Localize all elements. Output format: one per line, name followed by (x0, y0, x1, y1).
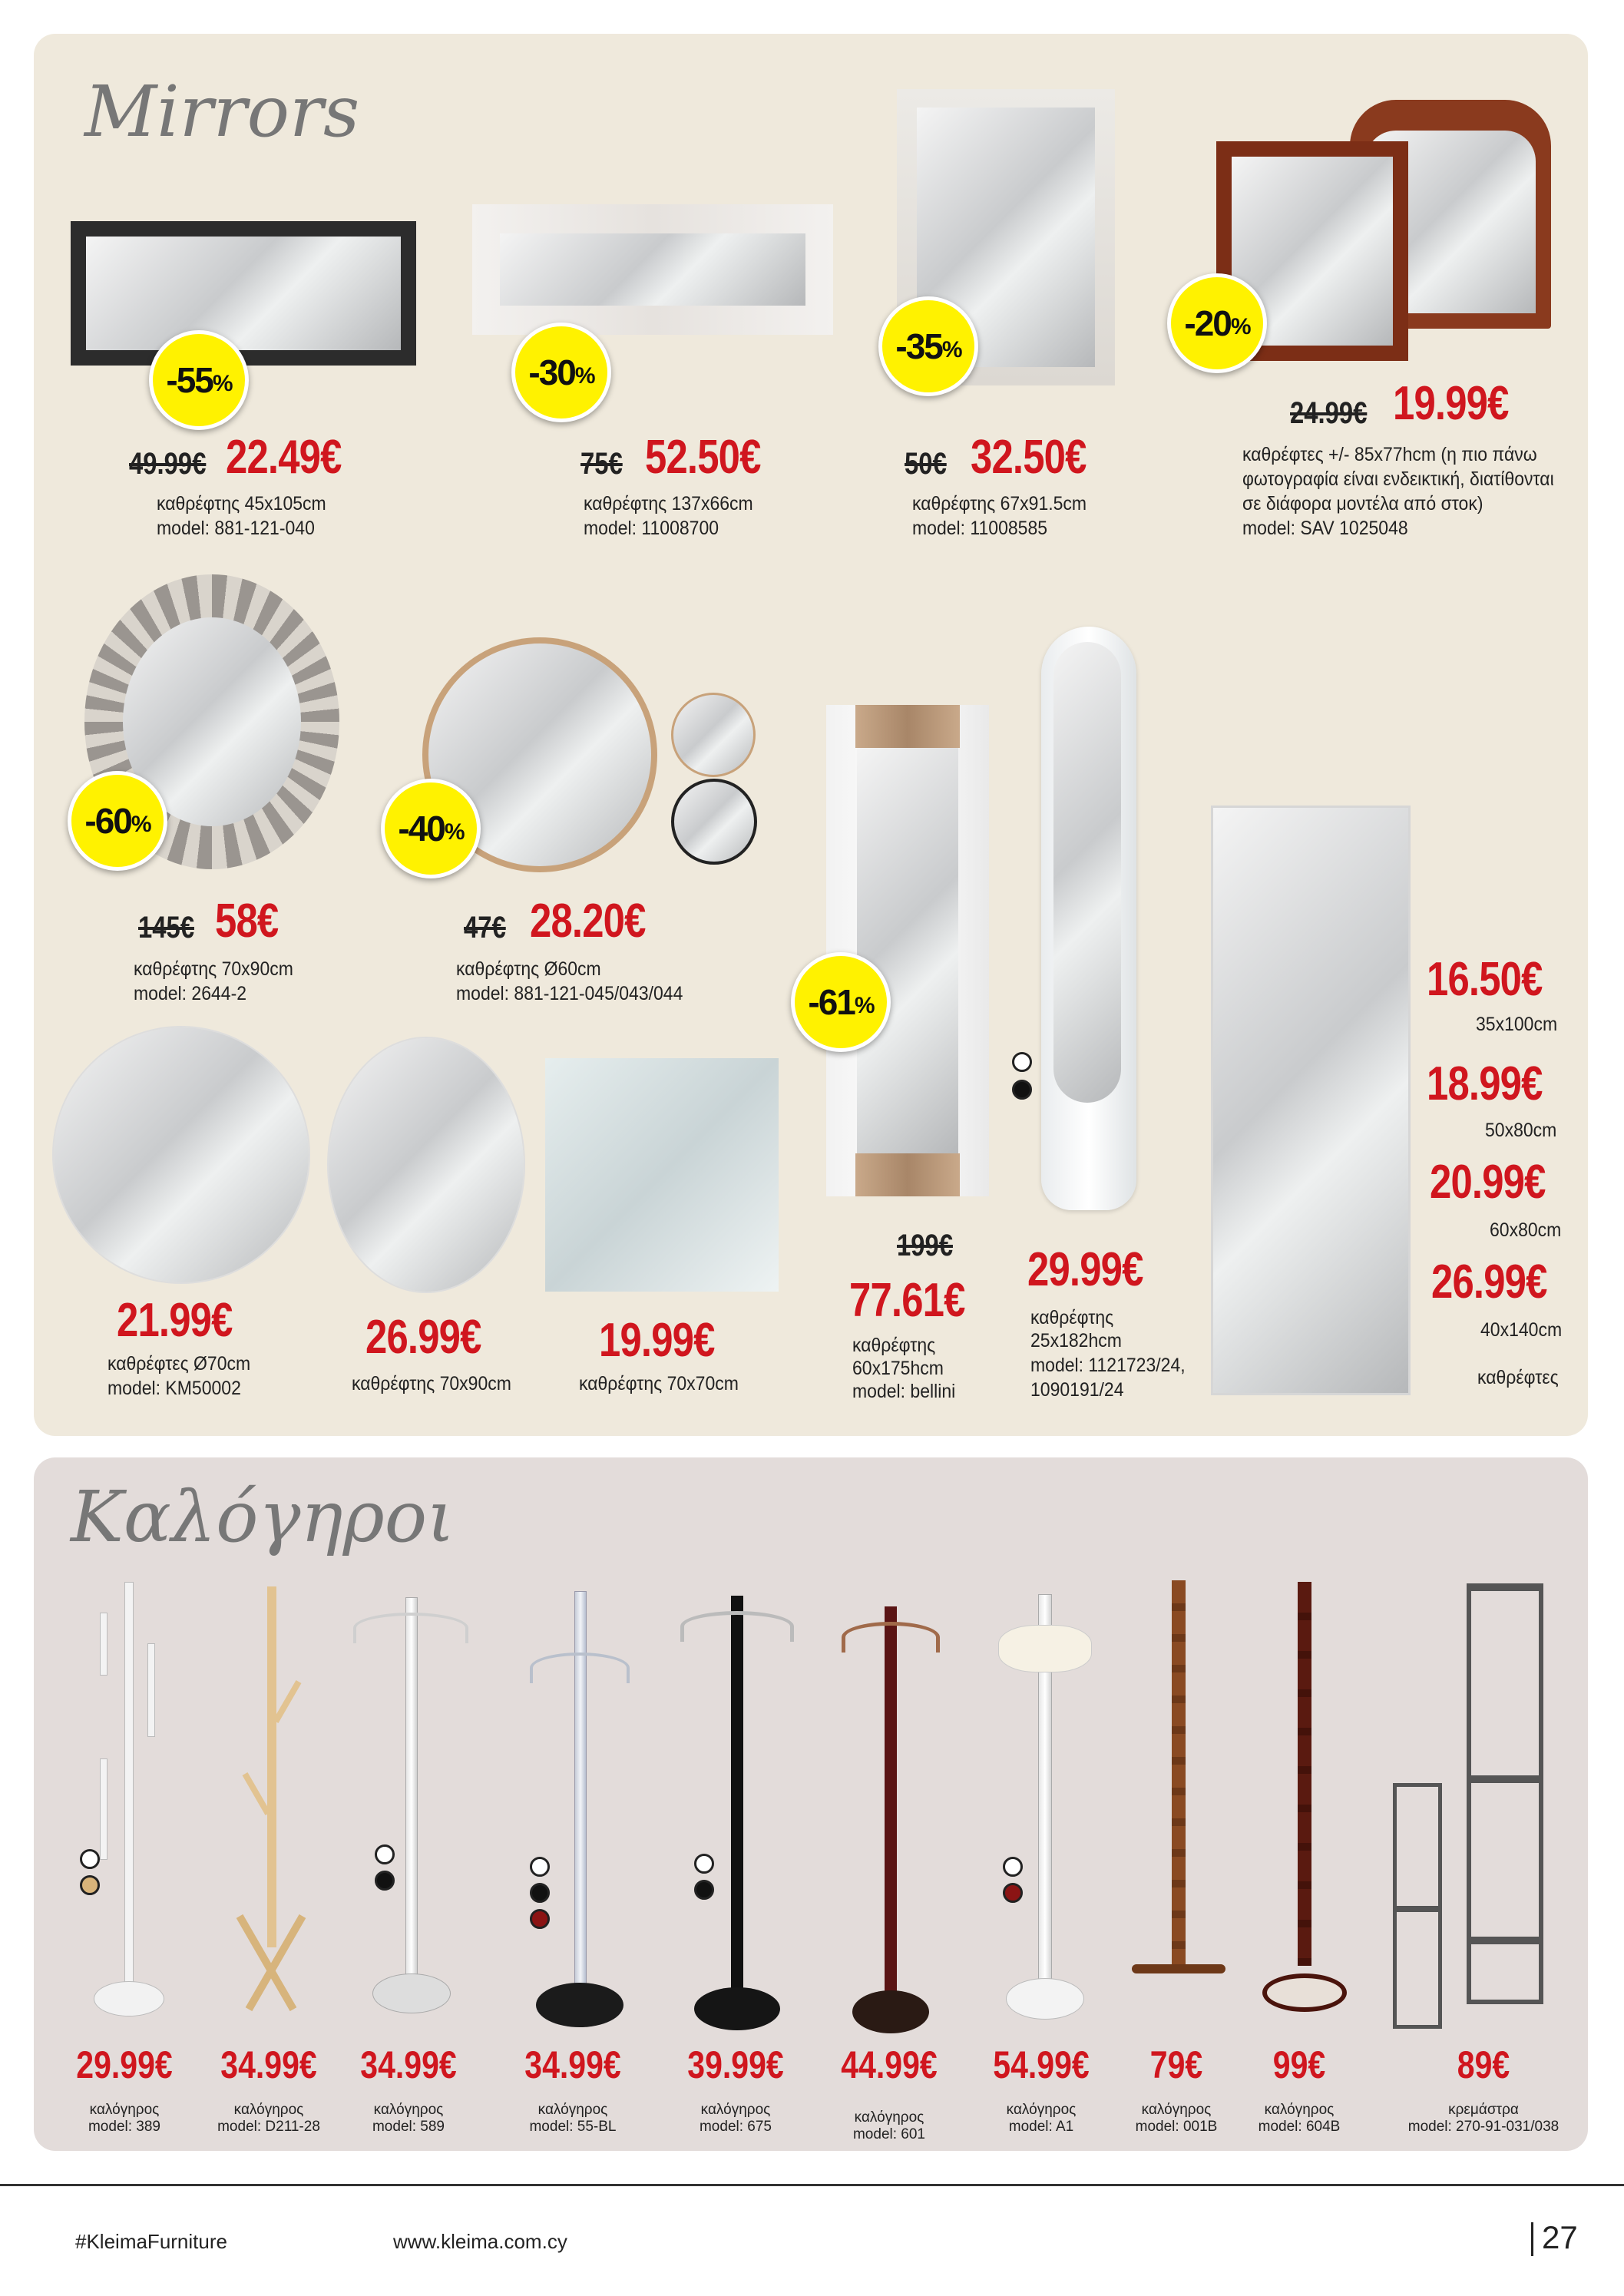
product-model: model: 11008700 (584, 518, 719, 539)
price: 54.99€ (993, 2043, 1090, 2086)
product-model: model: SAV 1025048 (1242, 518, 1408, 539)
mirror-image-6-small-b (671, 779, 757, 865)
stands-title: Καλόγηροι (71, 1476, 455, 1558)
mirror-image-6-small-a (671, 693, 756, 777)
product-desc: καλόγηρος (233, 2102, 304, 2118)
product-desc: καλόγηρος (1006, 2102, 1077, 2118)
price: 19.99€ (599, 1314, 715, 1367)
old-price: 75€ (580, 447, 623, 481)
old-price: 49.99€ (129, 447, 207, 481)
price: 28.20€ (530, 895, 646, 948)
price: 26.99€ (365, 1311, 481, 1364)
mirror-image-12 (1213, 808, 1408, 1393)
mirror-image-1 (71, 221, 416, 366)
price: 39.99€ (687, 2043, 784, 2086)
coat-stand-image-8 (1129, 1580, 1229, 2010)
coat-stand-image-4 (522, 1591, 637, 2029)
price: 16.50€ (1427, 953, 1543, 1006)
price: 77.61€ (849, 1274, 965, 1327)
mirror-image-9 (545, 1058, 779, 1292)
product-desc: καθρέφτης 45x105cm (157, 493, 326, 514)
old-price: 145€ (138, 911, 194, 945)
product-model: model: 2644-2 (134, 983, 247, 1004)
coat-stand-image-6 (829, 1606, 952, 2036)
product-desc: 60x175hcm (852, 1358, 944, 1379)
price: 44.99€ (841, 2043, 938, 2086)
product-model: model: 55-BL (529, 2119, 617, 2135)
price: 19.99€ (1393, 377, 1509, 430)
color-option-red[interactable] (1003, 1883, 1023, 1903)
price: 89€ (1457, 2043, 1510, 2086)
product-desc: φωτογραφία είναι ενδεικτική, διατίθονται (1242, 468, 1554, 490)
product-model: model: 589 (372, 2119, 445, 2135)
mirror-image-11 (1041, 627, 1136, 1210)
old-price: 199€ (897, 1229, 953, 1262)
mirror-image-2 (472, 204, 833, 335)
color-option-white[interactable] (1003, 1857, 1023, 1877)
color-option-white[interactable] (1012, 1052, 1032, 1072)
coat-stand-image-5 (676, 1596, 799, 2033)
color-option-white[interactable] (80, 1849, 100, 1869)
product-desc: κρεμάστρα (1448, 2102, 1519, 2118)
price: 18.99€ (1427, 1057, 1543, 1110)
size-label: 60x80cm (1490, 1219, 1562, 1241)
old-price: 24.99€ (1290, 396, 1368, 430)
product-desc: καθρέφτης 70x90cm (352, 1373, 511, 1394)
product-model: model: A1 (1008, 2119, 1074, 2135)
product-model: model: 270-91-031/038 (1407, 2119, 1560, 2135)
product-model: model: 601 (852, 2126, 925, 2142)
page-number: 27 (1542, 2219, 1578, 2255)
mirrors-title: Mirrors (84, 71, 360, 153)
discount-badge-6: -40 % (381, 779, 481, 878)
price: 32.50€ (971, 431, 1087, 484)
price: 29.99€ (1027, 1243, 1143, 1296)
color-option-black[interactable] (530, 1883, 550, 1903)
size-label: 35x100cm (1476, 1014, 1558, 1035)
product-desc: 25x182hcm (1030, 1330, 1122, 1351)
product-model: model: 675 (699, 2119, 772, 2135)
product-model: model: 389 (88, 2119, 160, 2135)
product-desc: καλόγηρος (1264, 2102, 1335, 2118)
coat-stand-image-7 (991, 1594, 1098, 2024)
product-desc: καλόγηρος (537, 2102, 608, 2118)
product-desc: καθρέφτης Ø60cm (456, 958, 601, 980)
price: 29.99€ (76, 2043, 173, 2086)
price: 22.49€ (226, 431, 342, 484)
price: 34.99€ (524, 2043, 621, 2086)
mirror-image-10 (826, 705, 989, 1196)
color-option-black[interactable] (694, 1880, 714, 1900)
color-option-white[interactable] (694, 1854, 714, 1874)
product-desc: καλόγηρος (89, 2102, 160, 2118)
price: 52.50€ (645, 431, 761, 484)
product-desc: καθρέφτης 70x90cm (134, 958, 293, 980)
product-model: model: 881-121-045/043/044 (456, 983, 683, 1004)
color-option-black[interactable] (1012, 1080, 1032, 1100)
coat-stand-image-2 (223, 1586, 322, 2016)
coat-stand-image-10 (1382, 1583, 1551, 2029)
price: 34.99€ (220, 2043, 317, 2086)
product-desc: καθρέφτες (1477, 1367, 1559, 1388)
product-model: model: 604B (1258, 2119, 1341, 2135)
coat-stand-image-1 (77, 1582, 177, 2027)
coat-stand-image-3 (353, 1597, 468, 2020)
product-model: 1090191/24 (1030, 1379, 1124, 1401)
discount-badge-3: -35 % (878, 296, 978, 396)
size-label: 40x140cm (1480, 1319, 1563, 1341)
product-model: model: 001B (1135, 2119, 1218, 2135)
product-model: model: KM50002 (107, 1378, 241, 1399)
color-option-red[interactable] (530, 1909, 550, 1929)
page-number-divider (1531, 2222, 1533, 2256)
footer-website-link[interactable]: www.kleima.com.cy (393, 2230, 567, 2253)
price: 99€ (1272, 2043, 1326, 2086)
old-price: 47€ (464, 911, 506, 945)
footer-divider (0, 2184, 1624, 2186)
size-label: 50x80cm (1485, 1120, 1557, 1141)
color-option-white[interactable] (530, 1857, 550, 1877)
price: 21.99€ (117, 1294, 233, 1347)
price: 79€ (1149, 2043, 1203, 2086)
product-desc: καθρέφτες +/- 85x77hcm (η πιο πάνω (1242, 444, 1537, 465)
footer-hashtag: #KleimaFurniture (75, 2230, 227, 2253)
product-model: model: D211-28 (217, 2119, 320, 2135)
product-model: model: 881-121-040 (157, 518, 315, 539)
mirror-image-8 (329, 1038, 524, 1292)
price: 26.99€ (1431, 1256, 1547, 1308)
old-price: 50€ (905, 447, 947, 481)
color-option-white[interactable] (375, 1844, 395, 1864)
product-desc: καθρέφτης 70x70cm (579, 1373, 739, 1394)
product-desc: καλόγηρος (700, 2102, 771, 2118)
product-desc: καθρέφτης 67x91.5cm (912, 493, 1087, 514)
product-desc: καλόγηρος (1141, 2102, 1212, 2118)
product-desc: καθρέφτες Ø70cm (107, 1353, 251, 1375)
product-desc: καλόγηρος (854, 2109, 924, 2126)
product-desc: καθρέφτης (852, 1335, 936, 1356)
product-model: model: 1121723/24, (1030, 1355, 1186, 1376)
coat-stand-image-9 (1255, 1582, 1354, 2020)
price: 34.99€ (360, 2043, 457, 2086)
product-model: model: bellini (852, 1381, 956, 1402)
discount-badge-1: -55 % (149, 330, 249, 430)
product-desc: καθρέφτης (1030, 1307, 1114, 1328)
price: 20.99€ (1430, 1156, 1546, 1209)
mirror-image-7 (54, 1027, 309, 1282)
product-desc: καθρέφτης 137x66cm (584, 493, 753, 514)
product-desc: σε διάφορα μοντέλα από στοκ) (1242, 493, 1483, 514)
discount-badge-2: -30 % (511, 323, 611, 422)
price: 58€ (215, 895, 279, 948)
discount-badge-4: -20 % (1167, 273, 1267, 373)
discount-badge-7: -61 % (791, 952, 891, 1052)
color-option-black[interactable] (375, 1871, 395, 1891)
product-model: model: 11008585 (912, 518, 1048, 539)
discount-badge-5: -60 % (68, 771, 167, 871)
color-option-natural[interactable] (80, 1875, 100, 1895)
product-desc: καλόγηρος (373, 2102, 444, 2118)
